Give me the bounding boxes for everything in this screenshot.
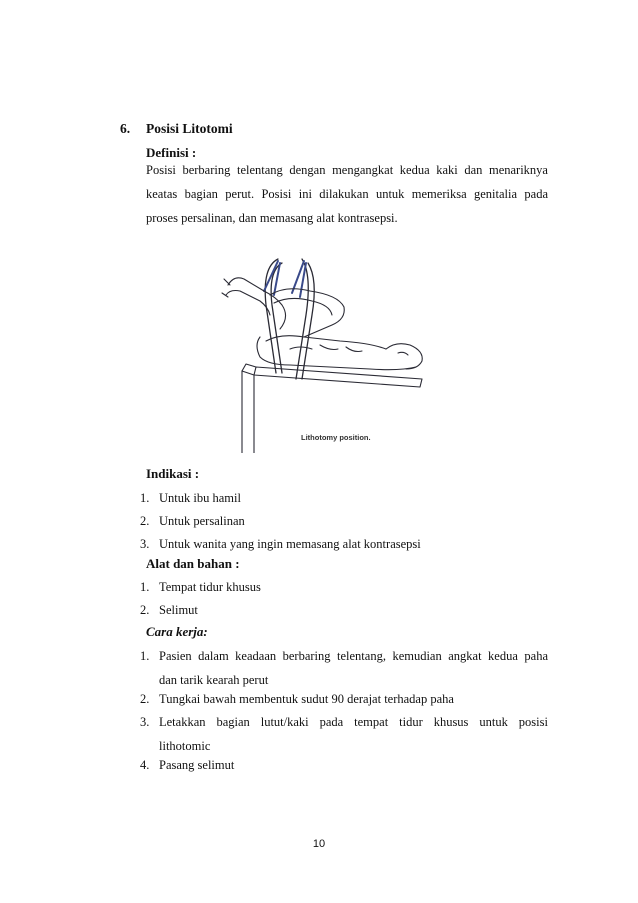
list-text: lithotomic	[159, 739, 211, 753]
list-text: Untuk persalinan	[159, 514, 245, 528]
list-text: Pasang selimut	[159, 758, 235, 772]
stirrup-poles	[265, 259, 314, 379]
list-text: Tempat tidur khusus	[159, 580, 261, 594]
list-text: Untuk ibu hamil	[159, 491, 241, 505]
list-number: 1.	[140, 580, 150, 594]
cara-label: Cara kerja:	[146, 624, 208, 639]
list-item	[140, 514, 245, 529]
list-item	[140, 753, 548, 777]
indikasi-label: Indikasi :	[146, 466, 200, 481]
list-text: Untuk wanita yang ingin memasang alat kontrasepsi	[159, 537, 421, 551]
list-item	[140, 491, 241, 506]
definisi-line: keatas bagian perut. Posisi ini dilakukan untuk memeriksa genitalia pada	[146, 187, 548, 201]
list-item	[140, 710, 548, 758]
list-number: 2.	[140, 514, 150, 528]
list-text: Pasien dalam keadaan berbaring telentang, kemudian angkat kedua paha	[159, 649, 548, 663]
body	[257, 336, 422, 370]
definisi-label: Definisi :	[146, 145, 197, 160]
list-item	[140, 603, 198, 618]
list-number: 2.	[140, 603, 150, 617]
list-item	[140, 687, 548, 711]
lithotomy-illustration	[220, 245, 446, 453]
list-number: 3.	[140, 537, 150, 551]
list-text: dan tarik kearah perut	[159, 673, 269, 687]
section-heading	[120, 121, 233, 137]
list-item	[140, 644, 548, 692]
list-number: 3.	[140, 715, 150, 729]
list-number: 4.	[140, 758, 150, 772]
definisi-line: Posisi berbaring telentang dengan mengangkat kedua kaki dan menariknya	[146, 163, 548, 177]
list-text: Letakkan bagian lutut/kaki pada tempat tidur khusus untuk posisi	[159, 715, 548, 729]
list-text: Selimut	[159, 603, 198, 617]
section-title: Posisi Litotomi	[146, 121, 233, 136]
legs	[222, 278, 344, 337]
list-number: 1.	[140, 491, 150, 505]
list-item	[140, 580, 261, 595]
section-number: 6.	[120, 121, 131, 136]
definisi-line: proses persalinan, dan memasang alat kontrasepsi.	[146, 211, 398, 225]
list-item	[140, 537, 421, 552]
list-number: 1.	[140, 649, 150, 663]
alat-label: Alat dan bahan :	[146, 556, 240, 571]
page-number: 10	[312, 838, 326, 850]
definisi-paragraph	[146, 158, 548, 230]
lithotomy-figure	[220, 245, 446, 453]
figure-caption: Lithotomy position.	[301, 433, 371, 442]
list-text: Tungkai bawah membentuk sudut 90 derajat terhadap paha	[159, 692, 454, 706]
list-number: 2.	[140, 692, 150, 706]
